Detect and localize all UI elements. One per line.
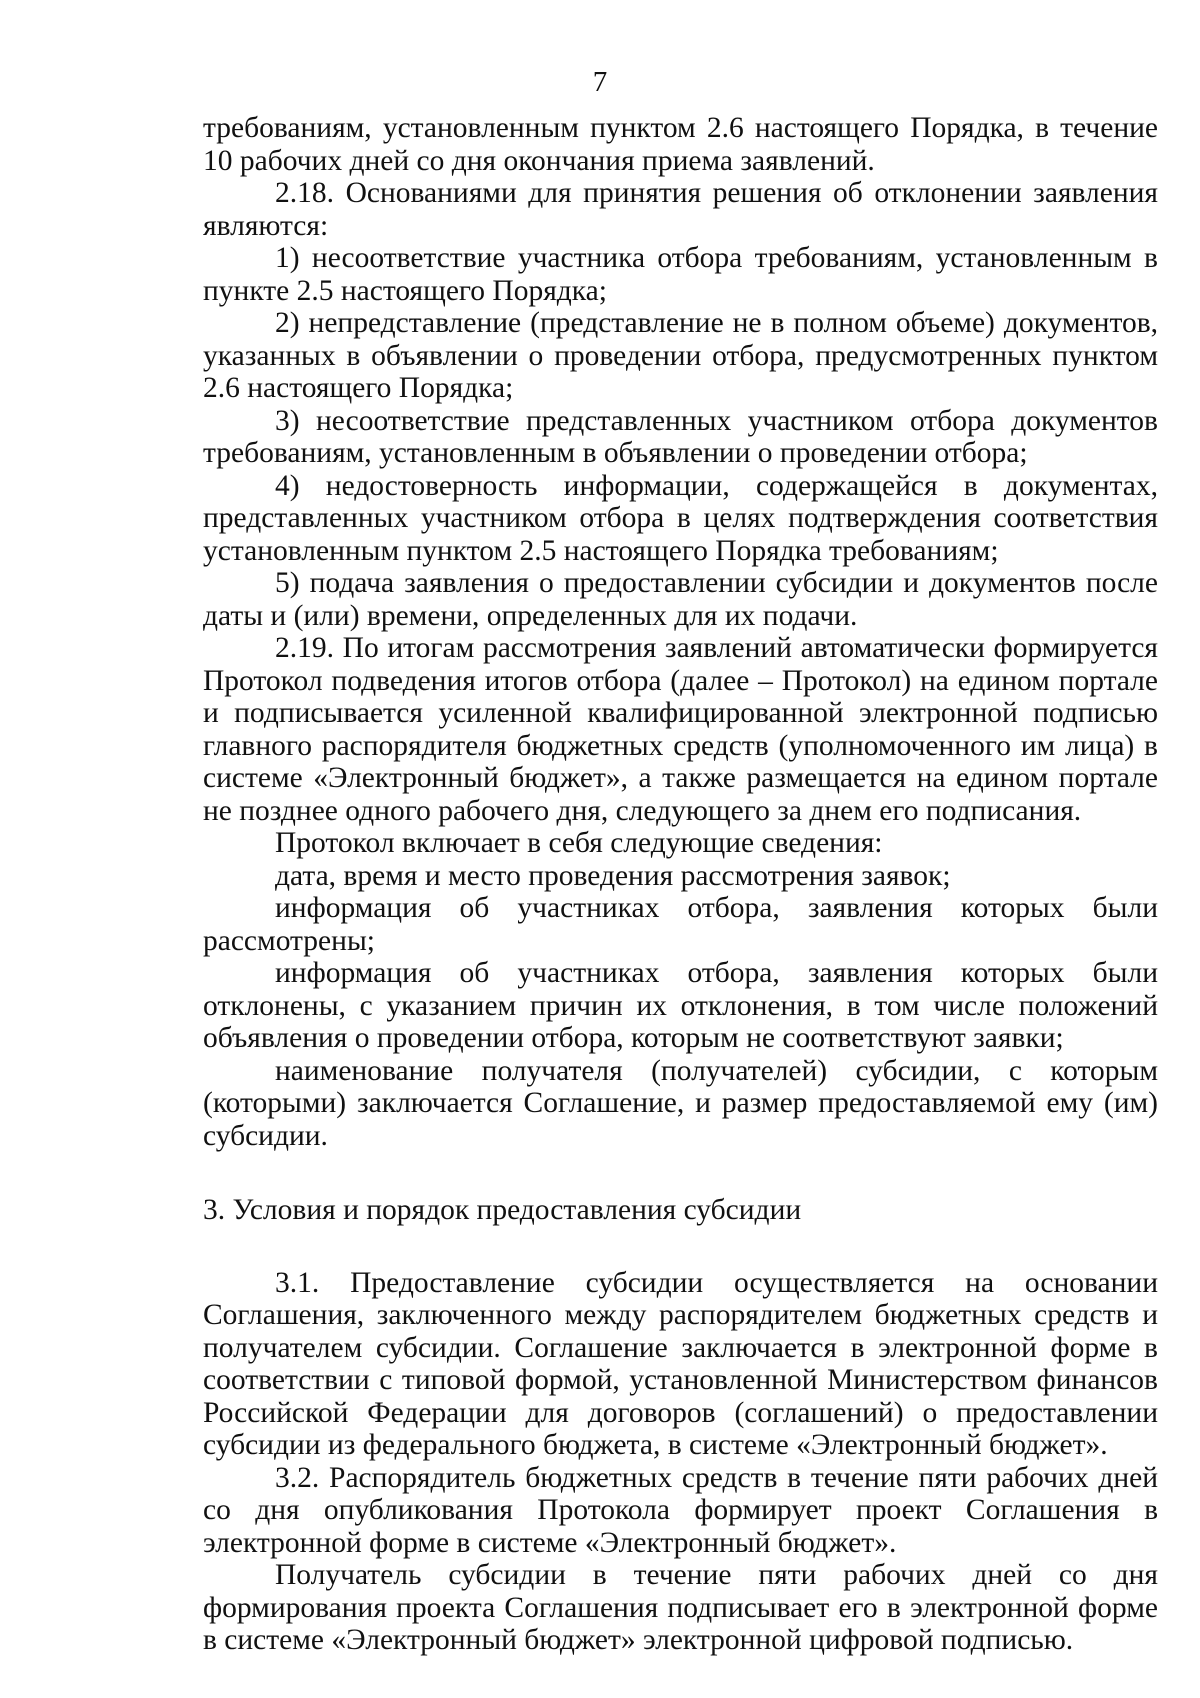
- paragraph: 3.1. Предоставление субсидии осуществляется на основании Соглашения, заключенного между распорядителем бюджетных средств и получателем субсидии. Соглашение заключается в электронной форме в соответствии с типовой формой, установленной Министерством финансов Российской Федерации для договоров (соглашений) о предоставлении субсидии из федерального бюджета, в системе «Электронный бюджет».: [203, 1266, 1158, 1461]
- list-item: 5) подача заявления о предоставлении субсидии и документов после даты и (или) времени, определенных для их подачи.: [203, 567, 1158, 632]
- list-item: информация об участниках отбора, заявления которых были рассмотрены;: [203, 892, 1158, 957]
- paragraph: Получатель субсидии в течение пяти рабочих дней со дня формирования проекта Соглашения подписывает его в электронной форме в системе «Электронный бюджет» электронной цифровой подписью.: [203, 1559, 1158, 1656]
- paragraph: 2.18. Основаниями для принятия решения об отклонении заявления являются:: [203, 177, 1158, 242]
- document-body: [203, 112, 1158, 1657]
- paragraph: Протокол включает в себя следующие сведения:: [275, 827, 883, 859]
- list-item: информация об участниках отбора, заявления которых были отклонены, с указанием причин их отклонения, в том числе положений объявления о проведении отбора, которым не соответствуют заявки;: [203, 957, 1158, 1054]
- list-item: наименование получателя (получателей) субсидии, с которым (которыми) заключается Соглашение, и размер предоставляемой ему (им) субсидии.: [203, 1054, 1158, 1152]
- list-item: 1) несоответствие участника отбора требованиям, установленным в пункте 2.5 настоящего Порядка;: [203, 242, 1158, 307]
- list-item: 2) непредставление (представление не в полном объеме) документов, указанных в объявлении о проведении отбора, предусмотренных пунктом 2.6 настоящего Порядка;: [203, 307, 1158, 404]
- list-item: 4) недостоверность информации, содержащейся в документах, представленных участником отбора в целях подтверждения соответствия установленным пунктом 2.5 настоящего Порядка требованиям;: [203, 469, 1158, 567]
- paragraph: 2.19. По итогам рассмотрения заявлений автоматически формируется Протокол подведения итогов отбора (далее – Протокол) на едином портале и подписывается усиленной квалифицированной электронной подписью главного распорядителя бюджетных средств (уполномоченного им лица) в системе «Электронный бюджет», а также размещается на едином портале не позднее одного рабочего дня, следующего за днем его подписания.: [203, 632, 1158, 827]
- list-item: 3) несоответствие представленных участником отбора документов требованиям, установленным в объявлении о проведении отбора;: [203, 404, 1158, 469]
- list-item: дата, время и место проведения рассмотрения заявок;: [275, 859, 951, 892]
- page-number: 7: [592, 66, 608, 98]
- section-heading: 3. Условия и порядок предоставления субсидии: [203, 1194, 802, 1226]
- paragraph: требованиям, установленным пунктом 2.6 настоящего Порядка, в течение 10 рабочих дней со дня окончания приема заявлений.: [203, 112, 1158, 177]
- paragraph: 3.2. Распорядитель бюджетных средств в течение пяти рабочих дней со дня опубликования Протокола формирует проект Соглашения в электронной форме в системе «Электронный бюджет».: [203, 1461, 1158, 1559]
